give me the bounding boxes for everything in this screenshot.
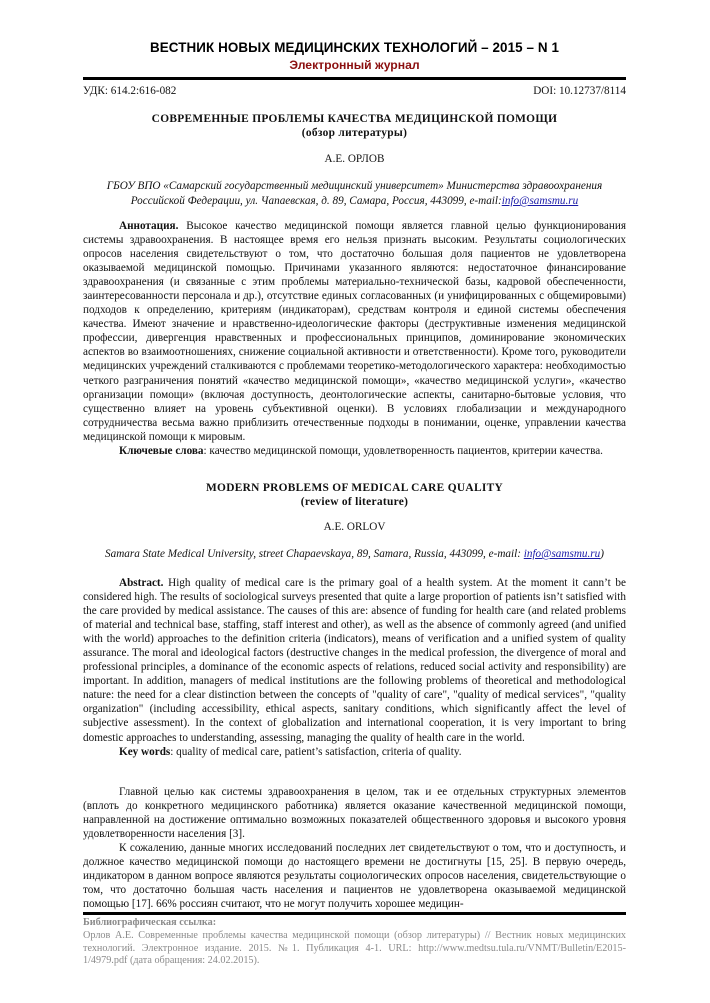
ru-affiliation-line1: ГБОУ ВПО «Самарский государственный медицинский университет» Министерства здравоохранения [106,180,603,192]
en-abstract-text: High quality of medical care is the primary goal of a health system. At the moment it cann’t be considered high. The results of sociological surveys presented that quite a large proportion of patients isn’t satisfied with the care provided by medical assistance. The causes of this are: absence of funding for health care (and related problems of material and technical base, staffing, staff interest and other), as well as the absence of commonly agreed (and unified with the world) approaches to the definition criteria (indicators), means of verification and a unified system of quality assurance. The moral and ideological factors (destructive changes in the medical profession, the divergence of moral and professional principles, a dominance of the economic aspects of relations, reduced social activity and responsibility) are important. In addition, managers of medical institutions are the following problems of theoretical and methodological nature: the need for a clear distinction between the concepts of "quality of care", "quality of medical services", "quality organization" (including accessibility, ethical aspects, sanitary conditions, which significantly affect the level of subjective assessment). In the context of globalization and international cooperation, it is very important to bring domestic approaches to understanding, assessing, managing the quality of health care in the world. [83,577,626,744]
ru-abstract-paragraph [83,219,626,444]
journal-title: ВЕСТНИК НОВЫХ МЕДИЦИНСКИХ ТЕХНОЛОГИЙ – 2015 – N 1 [149,40,560,55]
en-keywords-paragraph [83,745,626,759]
body-paragraph-1: Главной целью как системы здравоохранения в целом, так и ее отдельных структурных элементов (вплоть до конкретного медицинского работника) является оказание качественной медицинской помощи, направленной на достижение оптимально возможных показателей общественного здоровья и высокого уровня удовлетворенности населения [3]. [83,786,626,841]
ru-author: А.Е. ОРЛОВ [324,153,385,165]
body-text [83,785,626,911]
body-paragraph-2: К сожалению, данные многих исследований последних лет свидетельствуют о том, что и доступность, и должное качество медицинской помощи до настоящего времени не достигнуты [15, 25]. В первую очередь, индикатором в данном вопросе являются результаты социологических опросов населения, свидетельствующие о том, что достаточно большая часть населения и пациентов не удовлетворена оказываемой медицинской помощью [17]. 66% россиян считают, что не могут получить хорошее медицин- [83,842,626,911]
ru-abstract [83,219,626,458]
ru-keywords-text: : качество медицинской помощи, удовлетворенность пациентов, критерии качества. [203,444,603,457]
en-article-title [83,482,626,509]
header-rule [83,77,626,80]
ru-keywords-label: Ключевые слова [119,444,204,457]
en-abstract-paragraph [83,576,626,745]
en-title-subtitle: (review of literature) [300,495,409,508]
footer-rule [83,912,626,915]
ru-keywords-paragraph [83,444,626,458]
en-title-main: MODERN PROBLEMS OF MEDICAL CARE QUALITY [205,482,503,494]
ru-email-link[interactable]: info@samsmu.ru [501,195,579,207]
reference-label: Библиографическая ссылка: [83,917,217,928]
udk-code: УДК: 614.2:616-082 [83,85,177,97]
ru-title-subtitle: (обзор литературы) [301,126,408,139]
en-keywords-label: Key words [119,745,171,758]
en-abstract [83,576,626,759]
en-affiliation-end: ) [600,548,604,560]
journal-subtitle: Электронный журнал [289,58,420,72]
en-author: A.E. ORLOV [323,521,386,533]
en-abstract-label: Abstract. [119,577,164,589]
doi-code: DOI: 10.12737/8114 [533,85,626,97]
ru-abstract-text: Высокое качество медицинской помощи является главной целью функционирования системы здравоохранения. В настоящее время его нельзя признать высоким. Результаты социологических опросов населения свидетельствуют о том, что достаточно большая доля пациентов не удовлетворена оказываемой медицинской помощью. Причинами указанного являются: недостаточное финансирование здравоохранения (и связанные с этим проблемы материально-технической базы, кадровой обеспеченности, заинтересованности персонала и др.), отсутствие единых согласованных (и унифицированных с общемировыми) подходов к определению, критериям (индикаторам), средствам контроля и единой системы обеспечения качества. Имеют значение и нравственно-идеологические факторы (деструктивные изменения медицинской профессии, дивергенция нравственных и профессиональных принципов, доминирование экономических аспектов во взаимоотношениях, снижение социальной активности и ответственности). Кроме того, руководители медицинских учреждений сталкиваются с проблемами теоретико-методологического характера: необходимостью четкого разграничения понятий «качество медицинской помощи», «качество медицинской услуги», «качество организации помощи» (включая доступность, деонтологические аспекты, санитарно-бытовые условия, что существенно влияет на уровень субъективной оценки). В условиях глобализации и международного сотрудничества весьма важно приблизить отечественные подходы в понимании, оценке, управлении качества медицинской помощи к мировым. [83,220,626,443]
reference-text: Орлов А.Е. Современные проблемы качества медицинской помощи (обзор литературы) // Вестник новых медицинских технологий. Электронное издание. 2015. №1. Публикация 4-1. URL: http://www.medtsu.tula.ru/VNMT/Bulletin/E2015-1/4979.pdf (дата обращения: 24.02.2015). [83,929,626,967]
en-email-link[interactable]: info@samsmu.ru [523,548,601,560]
meta-row [83,85,626,97]
ru-affiliation-line2 [83,194,626,209]
en-keywords-text: : quality of medical care, patient’s satisfaction, criteria of quality. [170,745,462,758]
en-affiliation-address: Samara State Medical University, street Chapaevskaya, 89, Samara, Russia, 443099, e-mail: [105,548,524,560]
ru-abstract-label: Аннотация. [119,220,179,232]
ru-affiliation-address: Российской Федерации, ул. Чапаевская, д. 89, Самара, Россия, 443099, e-mail: [130,195,502,207]
ru-article-title [83,113,626,140]
ru-affiliation [83,179,626,209]
en-affiliation [67,548,642,560]
ru-title-main: СОВРЕМЕННЫЕ ПРОБЛЕМЫ КАЧЕСТВА МЕДИЦИНСКОЙ ПОМОЩИ [151,113,558,125]
bibliographic-reference [83,917,626,968]
